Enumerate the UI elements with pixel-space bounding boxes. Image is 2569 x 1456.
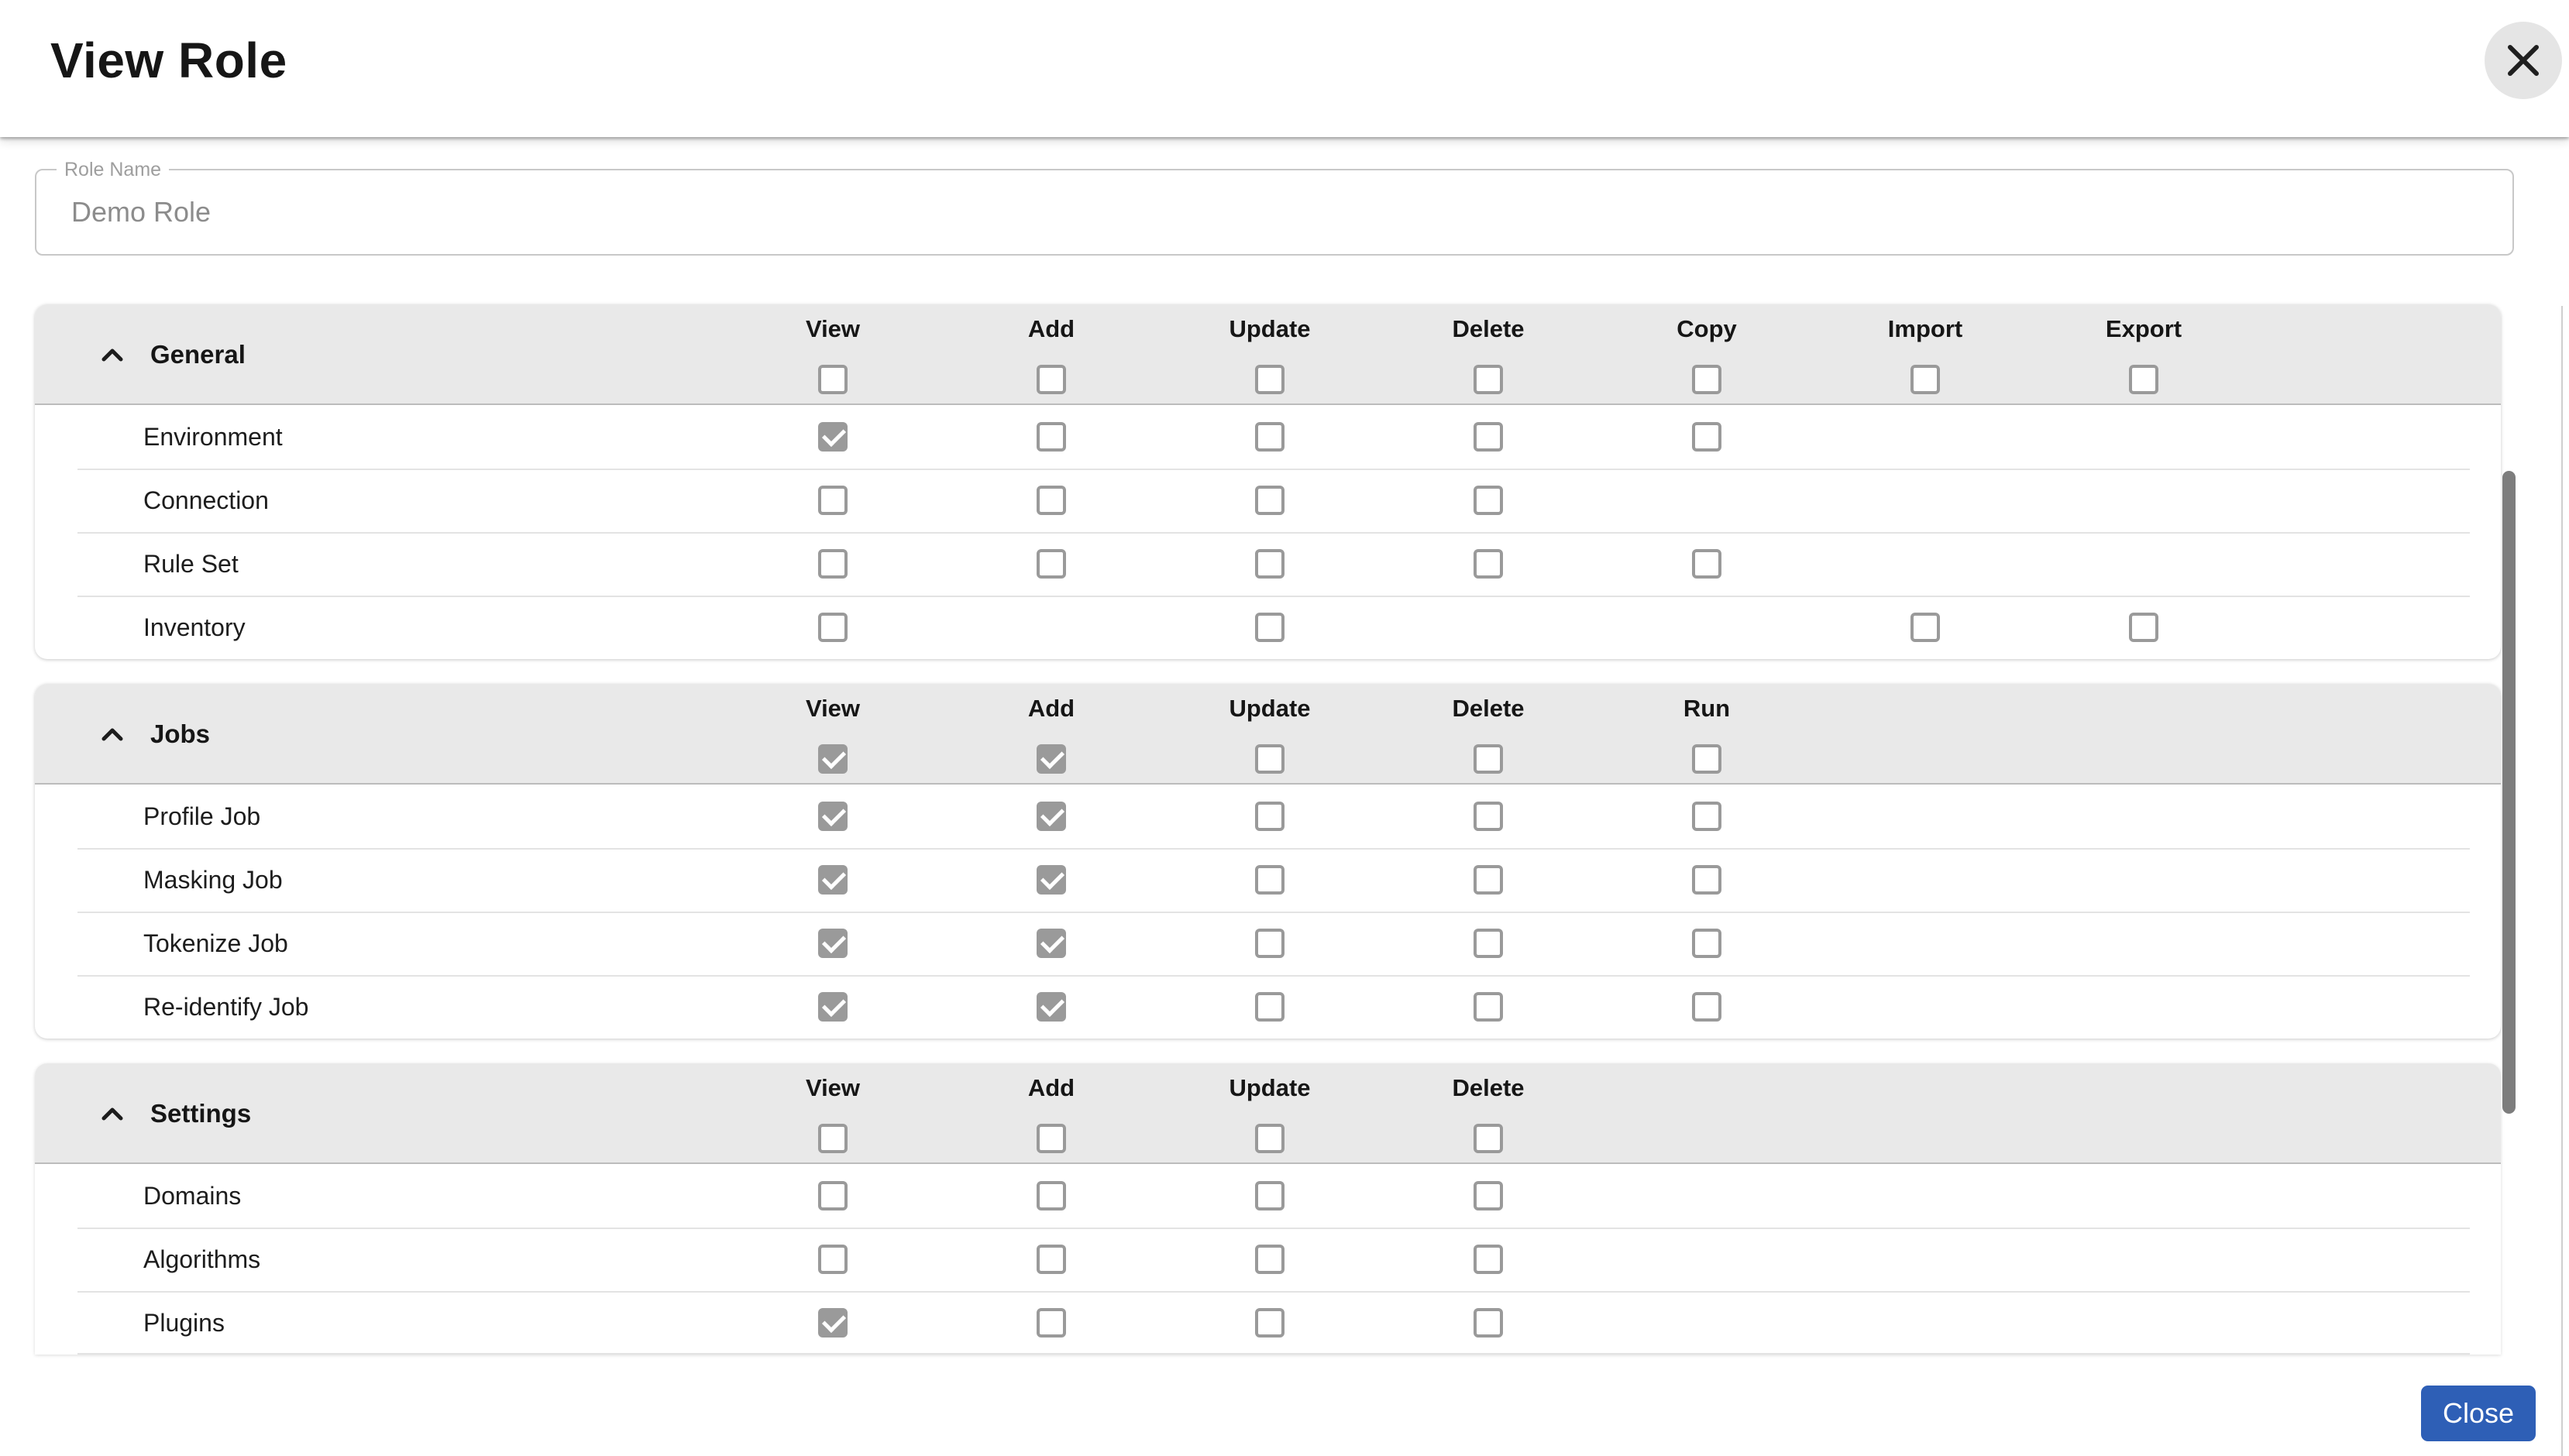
rule-set-update-checkbox[interactable] — [1255, 549, 1284, 579]
plugins-delete-checkbox[interactable] — [1474, 1308, 1503, 1338]
column-header-add — [942, 1063, 1161, 1164]
cell-delete — [1379, 992, 1597, 1022]
general-update-all-checkbox[interactable] — [1255, 365, 1284, 394]
close-icon — [2505, 43, 2541, 78]
masking-job-view-checkbox[interactable] — [818, 865, 848, 895]
profile-job-update-checkbox[interactable] — [1255, 802, 1284, 831]
cell-add — [942, 422, 1161, 452]
column-header-update — [1161, 1063, 1379, 1164]
cell-delete — [1379, 865, 1597, 895]
permission-row-connection — [35, 469, 2501, 532]
column-header-empty — [1597, 1063, 1816, 1164]
cell-add — [942, 929, 1161, 958]
section-title-cell — [35, 340, 724, 369]
general-copy-all-checkbox[interactable] — [1692, 365, 1721, 394]
dialog-content — [0, 159, 2569, 1441]
column-header-delete — [1379, 1063, 1597, 1164]
permission-section-settings — [35, 1063, 2501, 1355]
re-identify-job-update-checkbox[interactable] — [1255, 992, 1284, 1022]
permission-row-domains — [35, 1164, 2501, 1228]
role-name-label: Role Name — [57, 159, 169, 181]
cell-run — [1597, 929, 1816, 958]
column-header-delete — [1379, 684, 1597, 785]
jobs-view-all-checkbox[interactable] — [818, 744, 848, 774]
column-header-label: Update — [1229, 1074, 1311, 1101]
tokenize-job-view-checkbox[interactable] — [818, 929, 848, 958]
chevron-up-icon — [101, 1106, 124, 1121]
cell-delete — [1379, 549, 1597, 579]
jobs-update-all-checkbox[interactable] — [1255, 744, 1284, 774]
permission-section-general — [35, 304, 2501, 659]
connection-view-checkbox[interactable] — [818, 486, 848, 515]
column-header-delete — [1379, 304, 1597, 405]
algorithms-delete-checkbox[interactable] — [1474, 1245, 1503, 1274]
column-header-label: Add — [1027, 695, 1075, 722]
cell-view — [724, 613, 942, 642]
column-header-label: View — [805, 315, 861, 342]
settings-add-all-checkbox[interactable] — [1037, 1124, 1066, 1153]
cell-delete — [1379, 929, 1597, 958]
role-name-value: Demo Role — [71, 196, 212, 228]
tokenize-job-run-checkbox[interactable] — [1692, 929, 1721, 958]
connection-update-checkbox[interactable] — [1255, 486, 1284, 515]
cell-add — [942, 992, 1161, 1022]
permission-row-tokenize-job — [35, 912, 2501, 975]
profile-job-run-checkbox[interactable] — [1692, 802, 1721, 831]
settings-view-all-checkbox[interactable] — [818, 1124, 848, 1153]
close-button[interactable]: Close — [2421, 1386, 2536, 1441]
profile-job-add-checkbox[interactable] — [1037, 802, 1066, 831]
masking-job-update-checkbox[interactable] — [1255, 865, 1284, 895]
column-header-add — [942, 304, 1161, 405]
masking-job-run-checkbox[interactable] — [1692, 865, 1721, 895]
cell-copy — [1597, 549, 1816, 579]
general-view-all-checkbox[interactable] — [818, 365, 848, 394]
rule-set-delete-checkbox[interactable] — [1474, 549, 1503, 579]
section-name: Settings — [150, 1099, 252, 1128]
re-identify-job-view-checkbox[interactable] — [818, 992, 848, 1022]
collapse-section-button[interactable] — [99, 1101, 126, 1127]
rule-set-view-checkbox[interactable] — [818, 549, 848, 579]
inventory-view-checkbox[interactable] — [818, 613, 848, 642]
cell-update — [1161, 929, 1379, 958]
domains-delete-checkbox[interactable] — [1474, 1181, 1503, 1210]
page-scrollbar-track — [2561, 306, 2563, 1456]
environment-add-checkbox[interactable] — [1037, 422, 1066, 452]
profile-job-delete-checkbox[interactable] — [1474, 802, 1503, 831]
jobs-delete-all-checkbox[interactable] — [1474, 744, 1503, 774]
column-header-update — [1161, 684, 1379, 785]
column-header-label: Delete — [1452, 695, 1525, 722]
permission-section-jobs — [35, 684, 2501, 1039]
cell-view — [724, 865, 942, 895]
column-header-add — [942, 684, 1161, 785]
row-label: Masking Job — [143, 865, 283, 894]
column-header-empty — [2034, 684, 2253, 785]
cell-update — [1161, 486, 1379, 515]
plugins-add-checkbox[interactable] — [1037, 1308, 1066, 1338]
column-header-label: Update — [1229, 315, 1311, 342]
column-header-view — [724, 1063, 942, 1164]
column-header-label: View — [805, 1074, 861, 1101]
tokenize-job-delete-checkbox[interactable] — [1474, 929, 1503, 958]
column-header-label: Delete — [1452, 1074, 1525, 1101]
column-header-empty — [2034, 1063, 2253, 1164]
row-label: Domains — [143, 1181, 242, 1210]
cell-update — [1161, 613, 1379, 642]
section-title-cell — [35, 719, 724, 749]
domains-add-checkbox[interactable] — [1037, 1181, 1066, 1210]
cell-delete — [1379, 486, 1597, 515]
jobs-run-all-checkbox[interactable] — [1692, 744, 1721, 774]
general-export-all-checkbox[interactable] — [2129, 365, 2158, 394]
inventory-update-checkbox[interactable] — [1255, 613, 1284, 642]
cell-delete — [1379, 1245, 1597, 1274]
cell-delete — [1379, 422, 1597, 452]
environment-copy-checkbox[interactable] — [1692, 422, 1721, 452]
column-header-label: Add — [1027, 1074, 1075, 1101]
algorithms-add-checkbox[interactable] — [1037, 1245, 1066, 1274]
cell-update — [1161, 549, 1379, 579]
rule-set-add-checkbox[interactable] — [1037, 549, 1066, 579]
domains-update-checkbox[interactable] — [1255, 1181, 1284, 1210]
algorithms-view-checkbox[interactable] — [818, 1245, 848, 1274]
permission-row-rule-set — [35, 532, 2501, 596]
collapse-section-button[interactable] — [99, 721, 126, 747]
cell-import — [1816, 613, 2034, 642]
cell-delete — [1379, 802, 1597, 831]
cell-run — [1597, 992, 1816, 1022]
plugins-update-checkbox[interactable] — [1255, 1308, 1284, 1338]
inventory-export-checkbox[interactable] — [2129, 613, 2158, 642]
chevron-up-icon — [101, 726, 124, 742]
permissions-table — [35, 304, 2501, 1355]
settings-update-all-checkbox[interactable] — [1255, 1124, 1284, 1153]
cell-view — [724, 1308, 942, 1338]
tokenize-job-update-checkbox[interactable] — [1255, 929, 1284, 958]
cell-view — [724, 422, 942, 452]
column-header-label: Update — [1229, 695, 1311, 722]
row-label: Connection — [143, 486, 269, 514]
domains-view-checkbox[interactable] — [818, 1181, 848, 1210]
row-label: Re-identify Job — [143, 992, 309, 1021]
cell-view — [724, 802, 942, 831]
plugins-view-checkbox[interactable] — [818, 1308, 848, 1338]
permission-row-algorithms — [35, 1228, 2501, 1291]
masking-job-delete-checkbox[interactable] — [1474, 865, 1503, 895]
table-scrollbar-thumb[interactable] — [2502, 471, 2516, 1114]
re-identify-job-delete-checkbox[interactable] — [1474, 992, 1503, 1022]
section-title-cell — [35, 1099, 724, 1128]
section-name: Jobs — [150, 719, 211, 748]
connection-delete-checkbox[interactable] — [1474, 486, 1503, 515]
row-label: Plugins — [143, 1308, 225, 1337]
general-delete-all-checkbox[interactable] — [1474, 365, 1503, 394]
cell-update — [1161, 1308, 1379, 1338]
cell-add — [942, 1308, 1161, 1338]
column-header-empty — [1816, 684, 2034, 785]
column-header-copy — [1597, 304, 1816, 405]
cell-delete — [1379, 1308, 1597, 1338]
cell-view — [724, 549, 942, 579]
column-header-view — [724, 304, 942, 405]
profile-job-view-checkbox[interactable] — [818, 802, 848, 831]
cell-copy — [1597, 422, 1816, 452]
column-header-update — [1161, 304, 1379, 405]
cell-view — [724, 1181, 942, 1210]
environment-view-checkbox[interactable] — [818, 422, 848, 452]
row-label: Environment — [143, 422, 283, 451]
cell-view — [724, 929, 942, 958]
row-label: Tokenize Job — [143, 929, 288, 957]
row-label: Profile Job — [143, 802, 261, 830]
cell-update — [1161, 422, 1379, 452]
masking-job-add-checkbox[interactable] — [1037, 865, 1066, 895]
row-label: Rule Set — [143, 549, 239, 578]
column-header-label: Run — [1683, 695, 1731, 722]
dialog-title: View Role — [50, 32, 287, 88]
column-header-label: Export — [2105, 315, 2182, 342]
tokenize-job-add-checkbox[interactable] — [1037, 929, 1066, 958]
column-header-view — [724, 684, 942, 785]
row-label: Algorithms — [143, 1245, 261, 1273]
column-header-empty — [1816, 1063, 2034, 1164]
role-name-input[interactable] — [35, 159, 2514, 256]
environment-delete-checkbox[interactable] — [1474, 422, 1503, 452]
column-header-import — [1816, 304, 2034, 405]
column-header-run — [1597, 684, 1816, 785]
re-identify-job-add-checkbox[interactable] — [1037, 992, 1066, 1022]
cell-view — [724, 1245, 942, 1274]
column-header-label: Import — [1887, 315, 1963, 342]
dialog-footer — [0, 1386, 2569, 1441]
cell-add — [942, 1245, 1161, 1274]
permission-row-masking-job — [35, 848, 2501, 912]
cell-run — [1597, 865, 1816, 895]
column-header-label: Add — [1027, 315, 1075, 342]
chevron-up-icon — [101, 347, 124, 362]
cell-add — [942, 865, 1161, 895]
permission-row-plugins — [35, 1291, 2501, 1355]
section-header-jobs — [35, 684, 2501, 785]
cell-run — [1597, 802, 1816, 831]
jobs-add-all-checkbox[interactable] — [1037, 744, 1066, 774]
dialog-header — [0, 0, 2569, 137]
permission-row-re-identify-job — [35, 975, 2501, 1039]
cell-add — [942, 802, 1161, 831]
cell-update — [1161, 802, 1379, 831]
column-header-label: Copy — [1677, 315, 1737, 342]
section-header-settings — [35, 1063, 2501, 1164]
section-name: General — [150, 340, 246, 369]
cell-export — [2034, 613, 2253, 642]
re-identify-job-run-checkbox[interactable] — [1692, 992, 1721, 1022]
cell-add — [942, 1181, 1161, 1210]
column-header-label: View — [805, 695, 861, 722]
algorithms-update-checkbox[interactable] — [1255, 1245, 1284, 1274]
cell-delete — [1379, 1181, 1597, 1210]
close-x-button[interactable] — [2485, 22, 2562, 99]
cell-add — [942, 486, 1161, 515]
cell-update — [1161, 865, 1379, 895]
environment-update-checkbox[interactable] — [1255, 422, 1284, 452]
column-header-export — [2034, 304, 2253, 405]
general-import-all-checkbox[interactable] — [1910, 365, 1940, 394]
rule-set-copy-checkbox[interactable] — [1692, 549, 1721, 579]
row-label: Inventory — [143, 613, 246, 641]
cell-view — [724, 486, 942, 515]
cell-update — [1161, 1181, 1379, 1210]
inventory-import-checkbox[interactable] — [1910, 613, 1940, 642]
cell-add — [942, 549, 1161, 579]
permission-row-profile-job — [35, 785, 2501, 848]
cell-view — [724, 992, 942, 1022]
settings-delete-all-checkbox[interactable] — [1474, 1124, 1503, 1153]
collapse-section-button[interactable] — [99, 342, 126, 368]
connection-add-checkbox[interactable] — [1037, 486, 1066, 515]
section-header-general — [35, 304, 2501, 405]
general-add-all-checkbox[interactable] — [1037, 365, 1066, 394]
cell-update — [1161, 992, 1379, 1022]
permission-row-inventory — [35, 596, 2501, 659]
permission-row-environment — [35, 405, 2501, 469]
column-header-label: Delete — [1452, 315, 1525, 342]
cell-update — [1161, 1245, 1379, 1274]
